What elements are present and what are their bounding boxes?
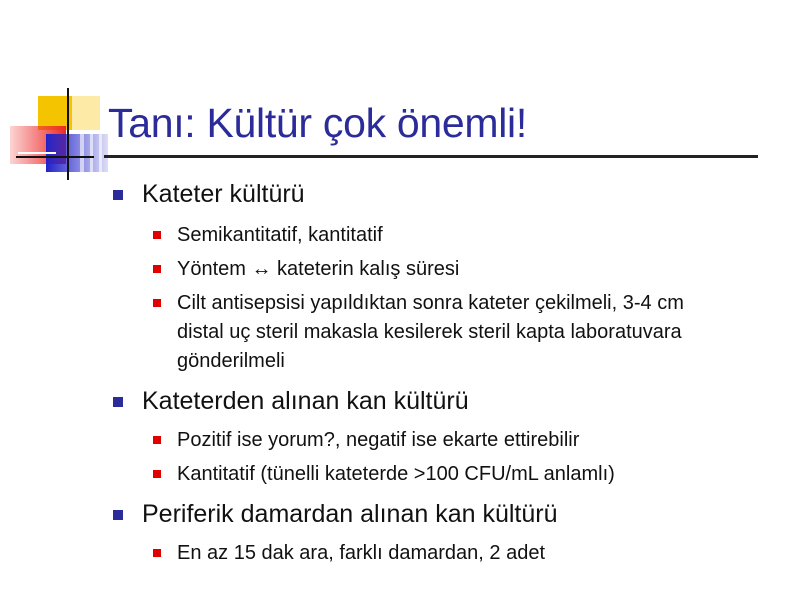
level2-bullet-icon bbox=[153, 436, 161, 444]
bullet-line: Yöntem ↔ kateterin kalış süresi bbox=[177, 258, 460, 280]
level2-bullet-icon bbox=[153, 299, 161, 307]
section-heading: Periferik damardan alınan kan kültürü bbox=[142, 500, 558, 528]
level2-bullet-icon bbox=[153, 549, 161, 557]
level1-bullet-icon bbox=[113, 397, 123, 407]
section-heading: Kateter kültürü bbox=[142, 180, 305, 208]
section-heading: Kateterden alınan kan kültürü bbox=[142, 387, 469, 415]
bullet-line: gönderilmeli bbox=[177, 350, 285, 372]
level2-bullet-icon bbox=[153, 470, 161, 478]
bullet-line: Kantitatif (tünelli kateterde >100 CFU/mL anlamlı) bbox=[177, 463, 615, 485]
bullet-line: Semikantitatif, kantitatif bbox=[177, 224, 383, 246]
level2-bullet-icon bbox=[153, 231, 161, 239]
bullet-line: En az 15 dak ara, farklı damardan, 2 adet bbox=[177, 542, 545, 564]
level1-bullet-icon bbox=[113, 190, 123, 200]
bullet-line: Cilt antisepsisi yapıldıktan sonra kateter çekilmeli, 3-4 cm bbox=[177, 292, 684, 314]
level2-bullet-icon bbox=[153, 265, 161, 273]
bullet-line: Pozitif ise yorum?, negatif ise ekarte ettirebilir bbox=[177, 429, 580, 451]
level1-bullet-icon bbox=[113, 510, 123, 520]
bullet-line: distal uç steril makasla kesilerek steril kapta laboratuvara bbox=[177, 321, 682, 343]
slide-title: Tanı: Kültür çok önemli! bbox=[108, 100, 527, 146]
